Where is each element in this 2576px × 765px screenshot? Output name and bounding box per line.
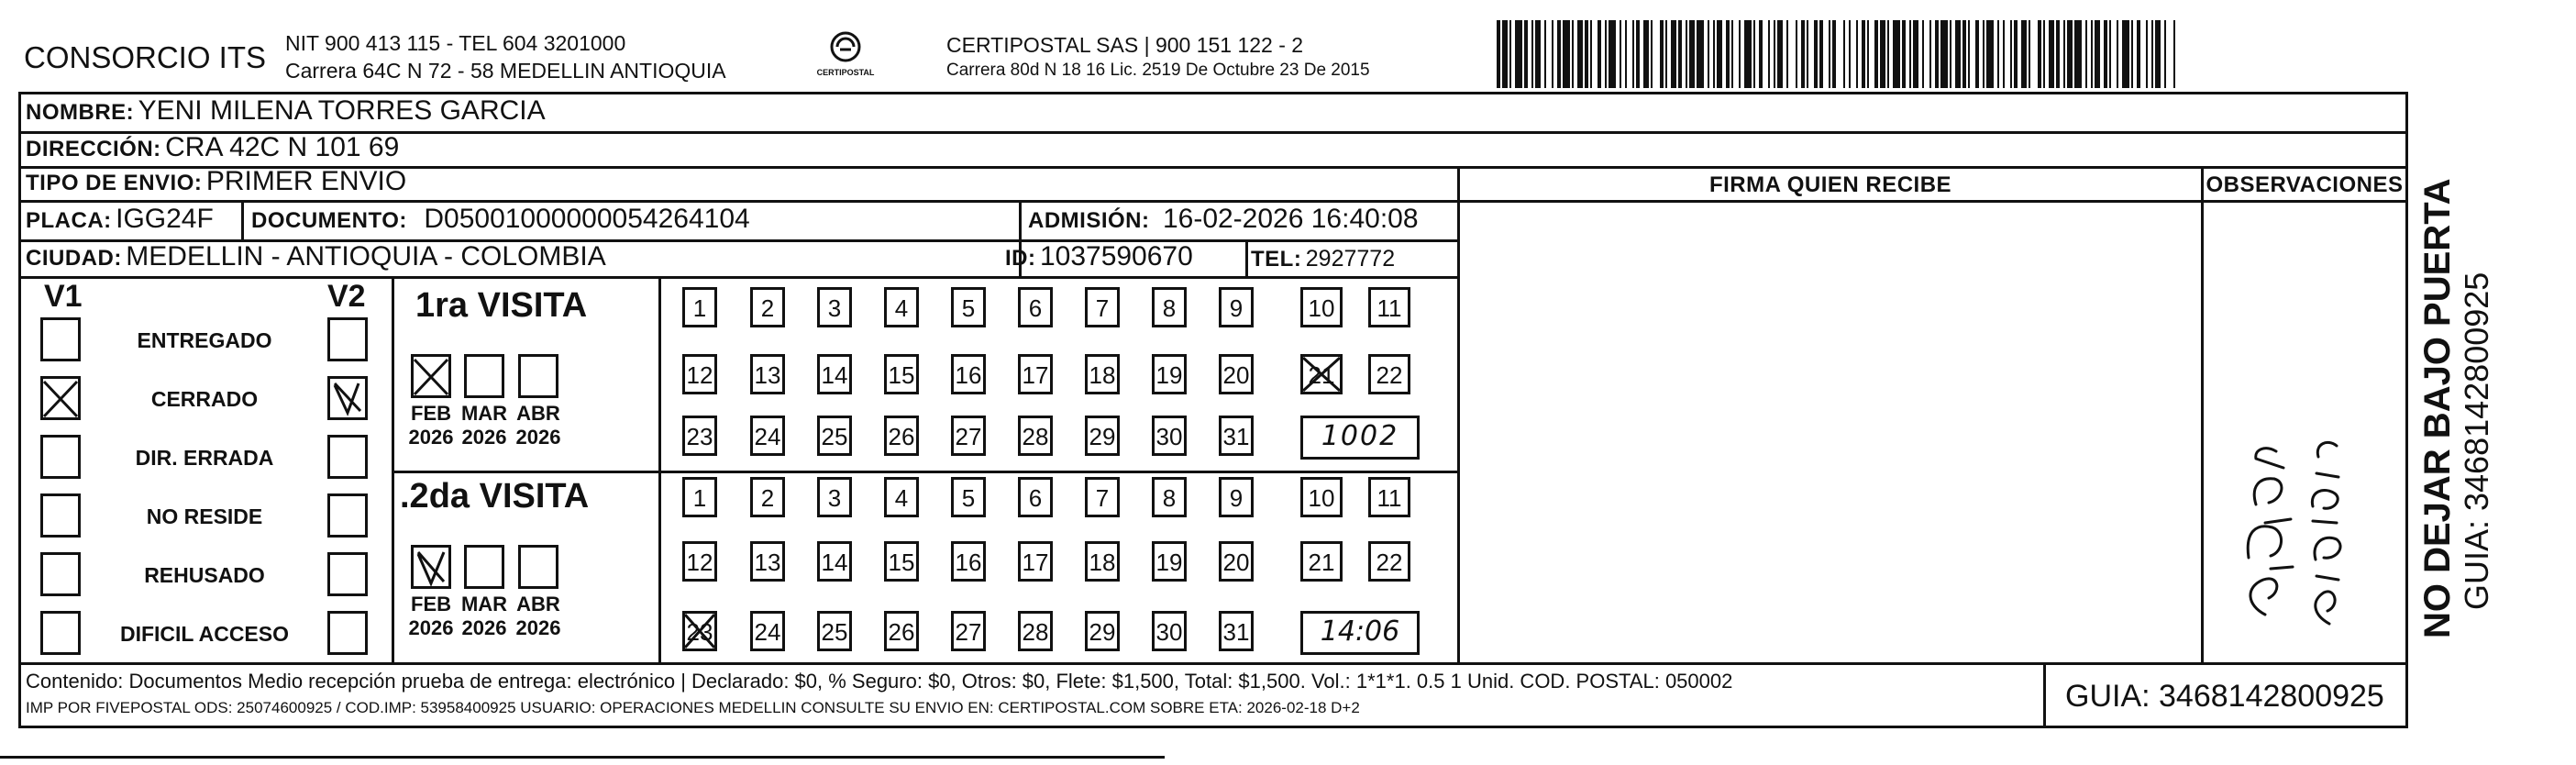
- status-label: REHUSADO: [144, 563, 265, 587]
- day-box-28[interactable]: 28: [1018, 611, 1053, 651]
- month-checkbox-abr[interactable]: [518, 354, 558, 398]
- nombre-label: NOMBRE:: [26, 100, 135, 125]
- day-box-5[interactable]: 5: [951, 477, 986, 517]
- day-box-16[interactable]: 16: [951, 541, 986, 582]
- nombre-row: [26, 95, 546, 127]
- day-box-6[interactable]: 6: [1018, 477, 1053, 517]
- status-label: DIR. ERRADA: [135, 446, 274, 470]
- day-box-3[interactable]: 3: [817, 287, 852, 327]
- documento-row: [251, 204, 750, 235]
- status-label: DIFICIL ACCESO: [119, 622, 289, 646]
- day-box-19[interactable]: 19: [1152, 354, 1187, 394]
- day-box-7[interactable]: 7: [1085, 477, 1120, 517]
- day-box-2[interactable]: 2: [750, 477, 785, 517]
- day-box-12[interactable]: 12: [682, 354, 717, 394]
- v1-header: V1: [44, 279, 83, 314]
- v2-checkbox[interactable]: [327, 611, 368, 655]
- id-row: [1005, 241, 1193, 272]
- v1-checkbox[interactable]: [40, 611, 81, 655]
- certipostal-info: CERTIPOSTAL SAS | 900 151 122 - 2: [946, 33, 1304, 57]
- placa-label: PLACA:: [26, 208, 112, 233]
- firma-header: FIRMA QUIEN RECIBE: [1708, 172, 1952, 197]
- v2-checkbox[interactable]: [327, 317, 368, 361]
- month-label: FEB 2026: [408, 593, 454, 639]
- no-dejar-warning: NO DEJAR BAJO PUERTA: [2417, 178, 2458, 638]
- day-box-7[interactable]: 7: [1085, 287, 1120, 327]
- tipo-value: PRIMER ENVIO: [205, 166, 407, 196]
- day-box-29[interactable]: 29: [1085, 611, 1120, 651]
- v2-checkbox[interactable]: [327, 435, 368, 479]
- day-box-1[interactable]: 1: [682, 477, 717, 517]
- tipo-label: TIPO DE ENVIO:: [26, 171, 203, 195]
- day-box-26[interactable]: 26: [884, 611, 919, 651]
- ciudad-value: MEDELLIN - ANTIOQUIA - COLOMBIA: [126, 241, 606, 272]
- barcode: [1497, 20, 2179, 88]
- day-box-10[interactable]: 10: [1300, 287, 1343, 327]
- day-box-20[interactable]: 20: [1219, 354, 1254, 394]
- guia-vertical: GUIA: 3468142800925: [2458, 272, 2495, 610]
- tipo-row: [26, 166, 406, 197]
- day-box-12[interactable]: 12: [682, 541, 717, 582]
- company-nit: NIT 900 413 115 - TEL 604 3201000: [285, 31, 626, 55]
- month-label: ABR 2026: [515, 593, 561, 639]
- v2-checkbox[interactable]: [327, 552, 368, 596]
- day-box-15[interactable]: 15: [884, 354, 919, 394]
- month-checkbox-mar[interactable]: [464, 545, 504, 589]
- day-box-21[interactable]: 21: [1300, 354, 1343, 394]
- day-box-1[interactable]: 1: [682, 287, 717, 327]
- day-box-5[interactable]: 5: [951, 287, 986, 327]
- day-box-4[interactable]: 4: [884, 477, 919, 517]
- footer-print-info: IMP POR FIVEPOSTAL ODS: 25074600925 / COD.IMP: 53958400925 USUARIO: OPERACIONES MEDELLIN CONSULTE SU ENVIO EN: CERTIPOSTAL.COM SOBRE ETA: 2026-02-18 D+2: [26, 699, 1360, 716]
- id-label: ID:: [1005, 246, 1036, 271]
- direccion-label: DIRECCIÓN:: [26, 137, 161, 161]
- day-box-15[interactable]: 15: [884, 541, 919, 582]
- month-label: FEB 2026: [408, 402, 454, 449]
- first-visit-title: 1ra VISITA: [415, 286, 588, 325]
- day-box-18[interactable]: 18: [1085, 541, 1120, 582]
- admision-label: ADMISIÓN:: [1028, 208, 1150, 233]
- day-box-8[interactable]: 8: [1152, 477, 1187, 517]
- day-box-24[interactable]: 24: [750, 416, 785, 456]
- day-box-21[interactable]: 21: [1300, 541, 1343, 582]
- day-box-25[interactable]: 25: [817, 416, 852, 456]
- tel-label: TEL:: [1251, 247, 1302, 272]
- admision-row: [1028, 204, 1419, 235]
- second-visit-title: .2da VISITA: [400, 477, 590, 516]
- v1-checkbox[interactable]: [40, 435, 81, 479]
- second-visit-time-value: 14:06: [1320, 615, 1400, 648]
- day-box-22[interactable]: 22: [1368, 354, 1410, 394]
- nombre-value: YENI MILENA TORRES GARCIA: [138, 95, 546, 126]
- day-box-2[interactable]: 2: [750, 287, 785, 327]
- day-box-23[interactable]: 23: [682, 611, 717, 651]
- documento-value: D05001000000054264104: [424, 204, 750, 234]
- day-box-23[interactable]: 23: [682, 416, 717, 456]
- signature-field[interactable]: [1460, 200, 2201, 662]
- footer-content: Contenido: Documentos Medio recepción prueba de entrega: electrónico | Declarado: $0, % Seguro: $0, Otros: $0, Flete: $1,500, Total: $1,500. Vol.: 1*1*1. 0.5 1 Unid. COD. POSTAL: 050002: [26, 670, 1733, 693]
- first-visit-time-value: 1002: [1321, 420, 1399, 452]
- day-box-28[interactable]: 28: [1018, 416, 1053, 456]
- observaciones-header: OBSERVACIONES: [2206, 172, 2404, 197]
- company-name: CONSORCIO ITS: [24, 40, 267, 74]
- id-value: 1037590670: [1039, 241, 1193, 272]
- day-box-4[interactable]: 4: [884, 287, 919, 327]
- observaciones-handwriting: [2228, 339, 2366, 642]
- day-box-29[interactable]: 29: [1085, 416, 1120, 456]
- certipostal-address: Carrera 80d N 18 16 Lic. 2519 De Octubre 23 De 2015: [946, 61, 1370, 80]
- day-box-13[interactable]: 13: [750, 354, 785, 394]
- cut-line: [0, 756, 1165, 759]
- month-label: MAR 2026: [460, 402, 508, 449]
- day-box-27[interactable]: 27: [951, 611, 986, 651]
- placa-row: [26, 204, 214, 235]
- day-box-9[interactable]: 9: [1219, 287, 1254, 327]
- day-box-31[interactable]: 31: [1219, 416, 1254, 456]
- v2-header: V2: [327, 279, 366, 314]
- v1-checkbox[interactable]: [40, 552, 81, 596]
- day-box-30[interactable]: 30: [1152, 416, 1187, 456]
- day-box-11[interactable]: 11: [1368, 477, 1410, 517]
- day-box-19[interactable]: 19: [1152, 541, 1187, 582]
- admision-value: 16-02-2026 16:40:08: [1162, 204, 1419, 234]
- month-checkbox-abr[interactable]: [518, 545, 558, 589]
- logo-text: CERTIPOSTAL: [816, 68, 875, 77]
- month-checkbox-feb[interactable]: [411, 354, 451, 398]
- day-box-14[interactable]: 14: [817, 541, 852, 582]
- v2-checkbox[interactable]: [327, 376, 368, 420]
- direccion-value: CRA 42C N 101 69: [165, 132, 400, 162]
- day-box-31[interactable]: 31: [1219, 611, 1254, 651]
- status-label: ENTREGADO: [137, 328, 272, 352]
- second-visit-time[interactable]: [1300, 611, 1420, 655]
- month-label: MAR 2026: [460, 593, 508, 639]
- status-label: CERRADO: [150, 387, 259, 411]
- day-box-17[interactable]: 17: [1018, 541, 1053, 582]
- placa-value: IGG24F: [116, 204, 214, 234]
- day-box-9[interactable]: 9: [1219, 477, 1254, 517]
- v1-checkbox[interactable]: [40, 317, 81, 361]
- month-checkbox-feb[interactable]: [411, 545, 451, 589]
- month-label: ABR 2026: [515, 402, 561, 449]
- footer-guia: GUIA: 3468142800925: [2065, 679, 2384, 714]
- day-box-24[interactable]: 24: [750, 611, 785, 651]
- day-box-6[interactable]: 6: [1018, 287, 1053, 327]
- day-box-27[interactable]: 27: [951, 416, 986, 456]
- day-box-14[interactable]: 14: [817, 354, 852, 394]
- v1-checkbox[interactable]: [40, 376, 81, 420]
- ciudad-label: CIUDAD:: [26, 246, 122, 271]
- certipostal-logo: [809, 29, 882, 83]
- day-box-3[interactable]: 3: [817, 477, 852, 517]
- day-box-30[interactable]: 30: [1152, 611, 1187, 651]
- day-box-20[interactable]: 20: [1219, 541, 1254, 582]
- direccion-row: [26, 132, 399, 163]
- tel-row: [1251, 246, 1395, 272]
- day-box-10[interactable]: 10: [1300, 477, 1343, 517]
- day-box-17[interactable]: 17: [1018, 354, 1053, 394]
- month-checkbox-mar[interactable]: [464, 354, 504, 398]
- day-box-16[interactable]: 16: [951, 354, 986, 394]
- day-box-18[interactable]: 18: [1085, 354, 1120, 394]
- day-box-13[interactable]: 13: [750, 541, 785, 582]
- tel-value: 2927772: [1305, 246, 1396, 272]
- day-box-8[interactable]: 8: [1152, 287, 1187, 327]
- documento-label: DOCUMENTO:: [251, 208, 407, 233]
- ciudad-row: [26, 241, 606, 272]
- first-visit-time[interactable]: [1300, 416, 1420, 460]
- status-label: NO RESIDE: [146, 504, 263, 528]
- v2-checkbox[interactable]: [327, 493, 368, 538]
- day-box-22[interactable]: 22: [1368, 541, 1410, 582]
- day-box-11[interactable]: 11: [1368, 287, 1410, 327]
- company-address: Carrera 64C N 72 - 58 MEDELLIN ANTIOQUIA: [285, 59, 726, 83]
- v1-checkbox[interactable]: [40, 493, 81, 538]
- day-box-25[interactable]: 25: [817, 611, 852, 651]
- day-box-26[interactable]: 26: [884, 416, 919, 456]
